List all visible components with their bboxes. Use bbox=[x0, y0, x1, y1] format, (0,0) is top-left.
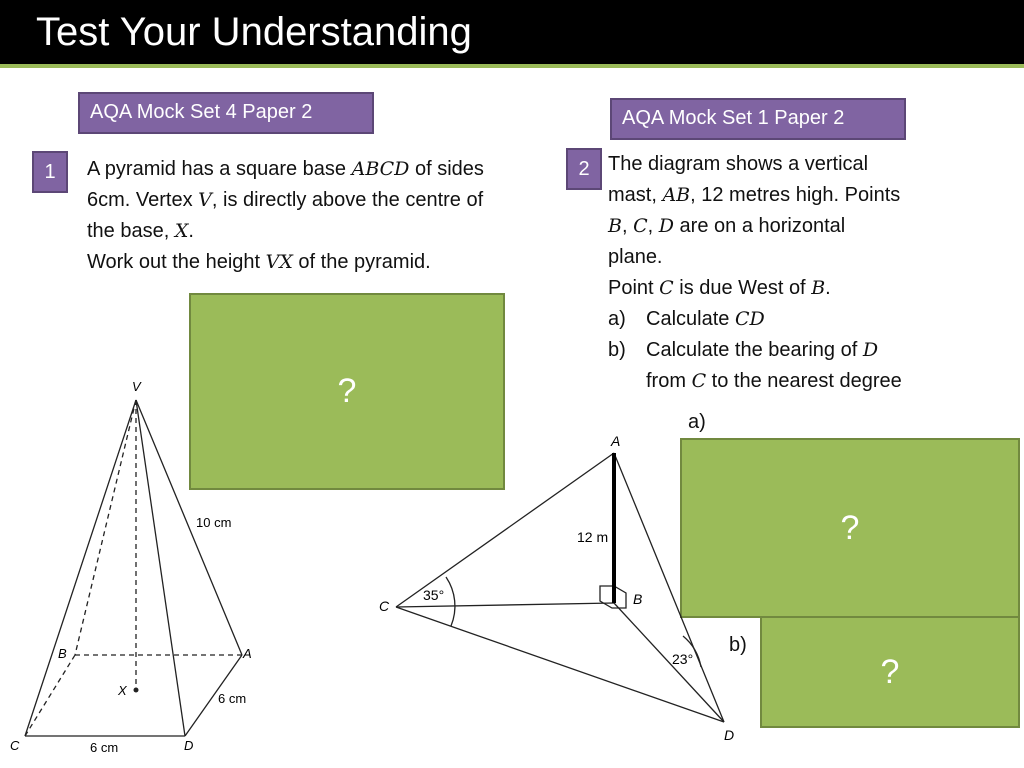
label-v: V bbox=[132, 379, 141, 394]
answer-box-1[interactable] bbox=[189, 293, 505, 490]
label-b: B bbox=[633, 591, 643, 607]
question-number-1: 1 bbox=[32, 151, 68, 193]
source-tag-right: AQA Mock Set 1 Paper 2 bbox=[610, 98, 906, 140]
label-b: B bbox=[58, 646, 67, 661]
hidden-answer-1: ? bbox=[337, 372, 357, 410]
label-angle-c: 35° bbox=[423, 587, 445, 603]
slide-title: Test Your Understanding bbox=[36, 10, 472, 54]
right-angle-mark bbox=[600, 586, 626, 608]
question-number-2: 2 bbox=[566, 148, 602, 190]
header-divider bbox=[0, 64, 1024, 68]
label-side-da: 6 cm bbox=[218, 691, 247, 706]
line-cb bbox=[396, 603, 614, 607]
line-cd bbox=[396, 607, 724, 722]
label-c: C bbox=[379, 598, 390, 614]
edge-vb bbox=[75, 400, 136, 655]
label-c: C bbox=[10, 738, 20, 753]
angle-arc-c bbox=[446, 577, 455, 626]
point-x bbox=[134, 688, 139, 693]
label-d: D bbox=[184, 738, 194, 753]
label-a: A bbox=[243, 646, 252, 661]
label-a: A bbox=[611, 433, 621, 449]
label-height: 12 m bbox=[577, 529, 609, 545]
part-b-label: b) bbox=[729, 634, 747, 656]
answer-box-2a[interactable] bbox=[680, 438, 1020, 618]
part-a-label: a) bbox=[688, 411, 706, 433]
edge-da bbox=[185, 655, 242, 736]
label-edge-length: 10 cm bbox=[196, 515, 232, 530]
answer-box-2b[interactable] bbox=[760, 616, 1020, 728]
label-angle-d: 23° bbox=[672, 651, 694, 667]
label-side-cd: 6 cm bbox=[90, 740, 119, 755]
edge-cb bbox=[25, 655, 75, 736]
hidden-answer-2b: ? bbox=[880, 653, 900, 691]
question-1-text: A pyramid has a square base ABCD of sides 6cm. Vertex V, is directly above the centre of the base, X. Work out the height VX of the pyramid. bbox=[87, 158, 484, 273]
edge-vd bbox=[136, 400, 185, 736]
edge-vc bbox=[25, 400, 136, 736]
source-tag-left: AQA Mock Set 4 Paper 2 bbox=[78, 92, 374, 134]
label-d: D bbox=[724, 727, 735, 743]
hidden-answer-2a: ? bbox=[840, 509, 860, 547]
line-bd bbox=[614, 603, 724, 722]
label-x: X bbox=[118, 683, 127, 698]
question-2-text: The diagram shows a vertical mast, AB, 12 metres high. Points B, C, D are on a horizontal plane. Point C is due West of B. a) Calculate CD b) Calculate the bearing of D from C to the nearest degree bbox=[608, 153, 902, 392]
angle-arc-d bbox=[683, 636, 701, 667]
